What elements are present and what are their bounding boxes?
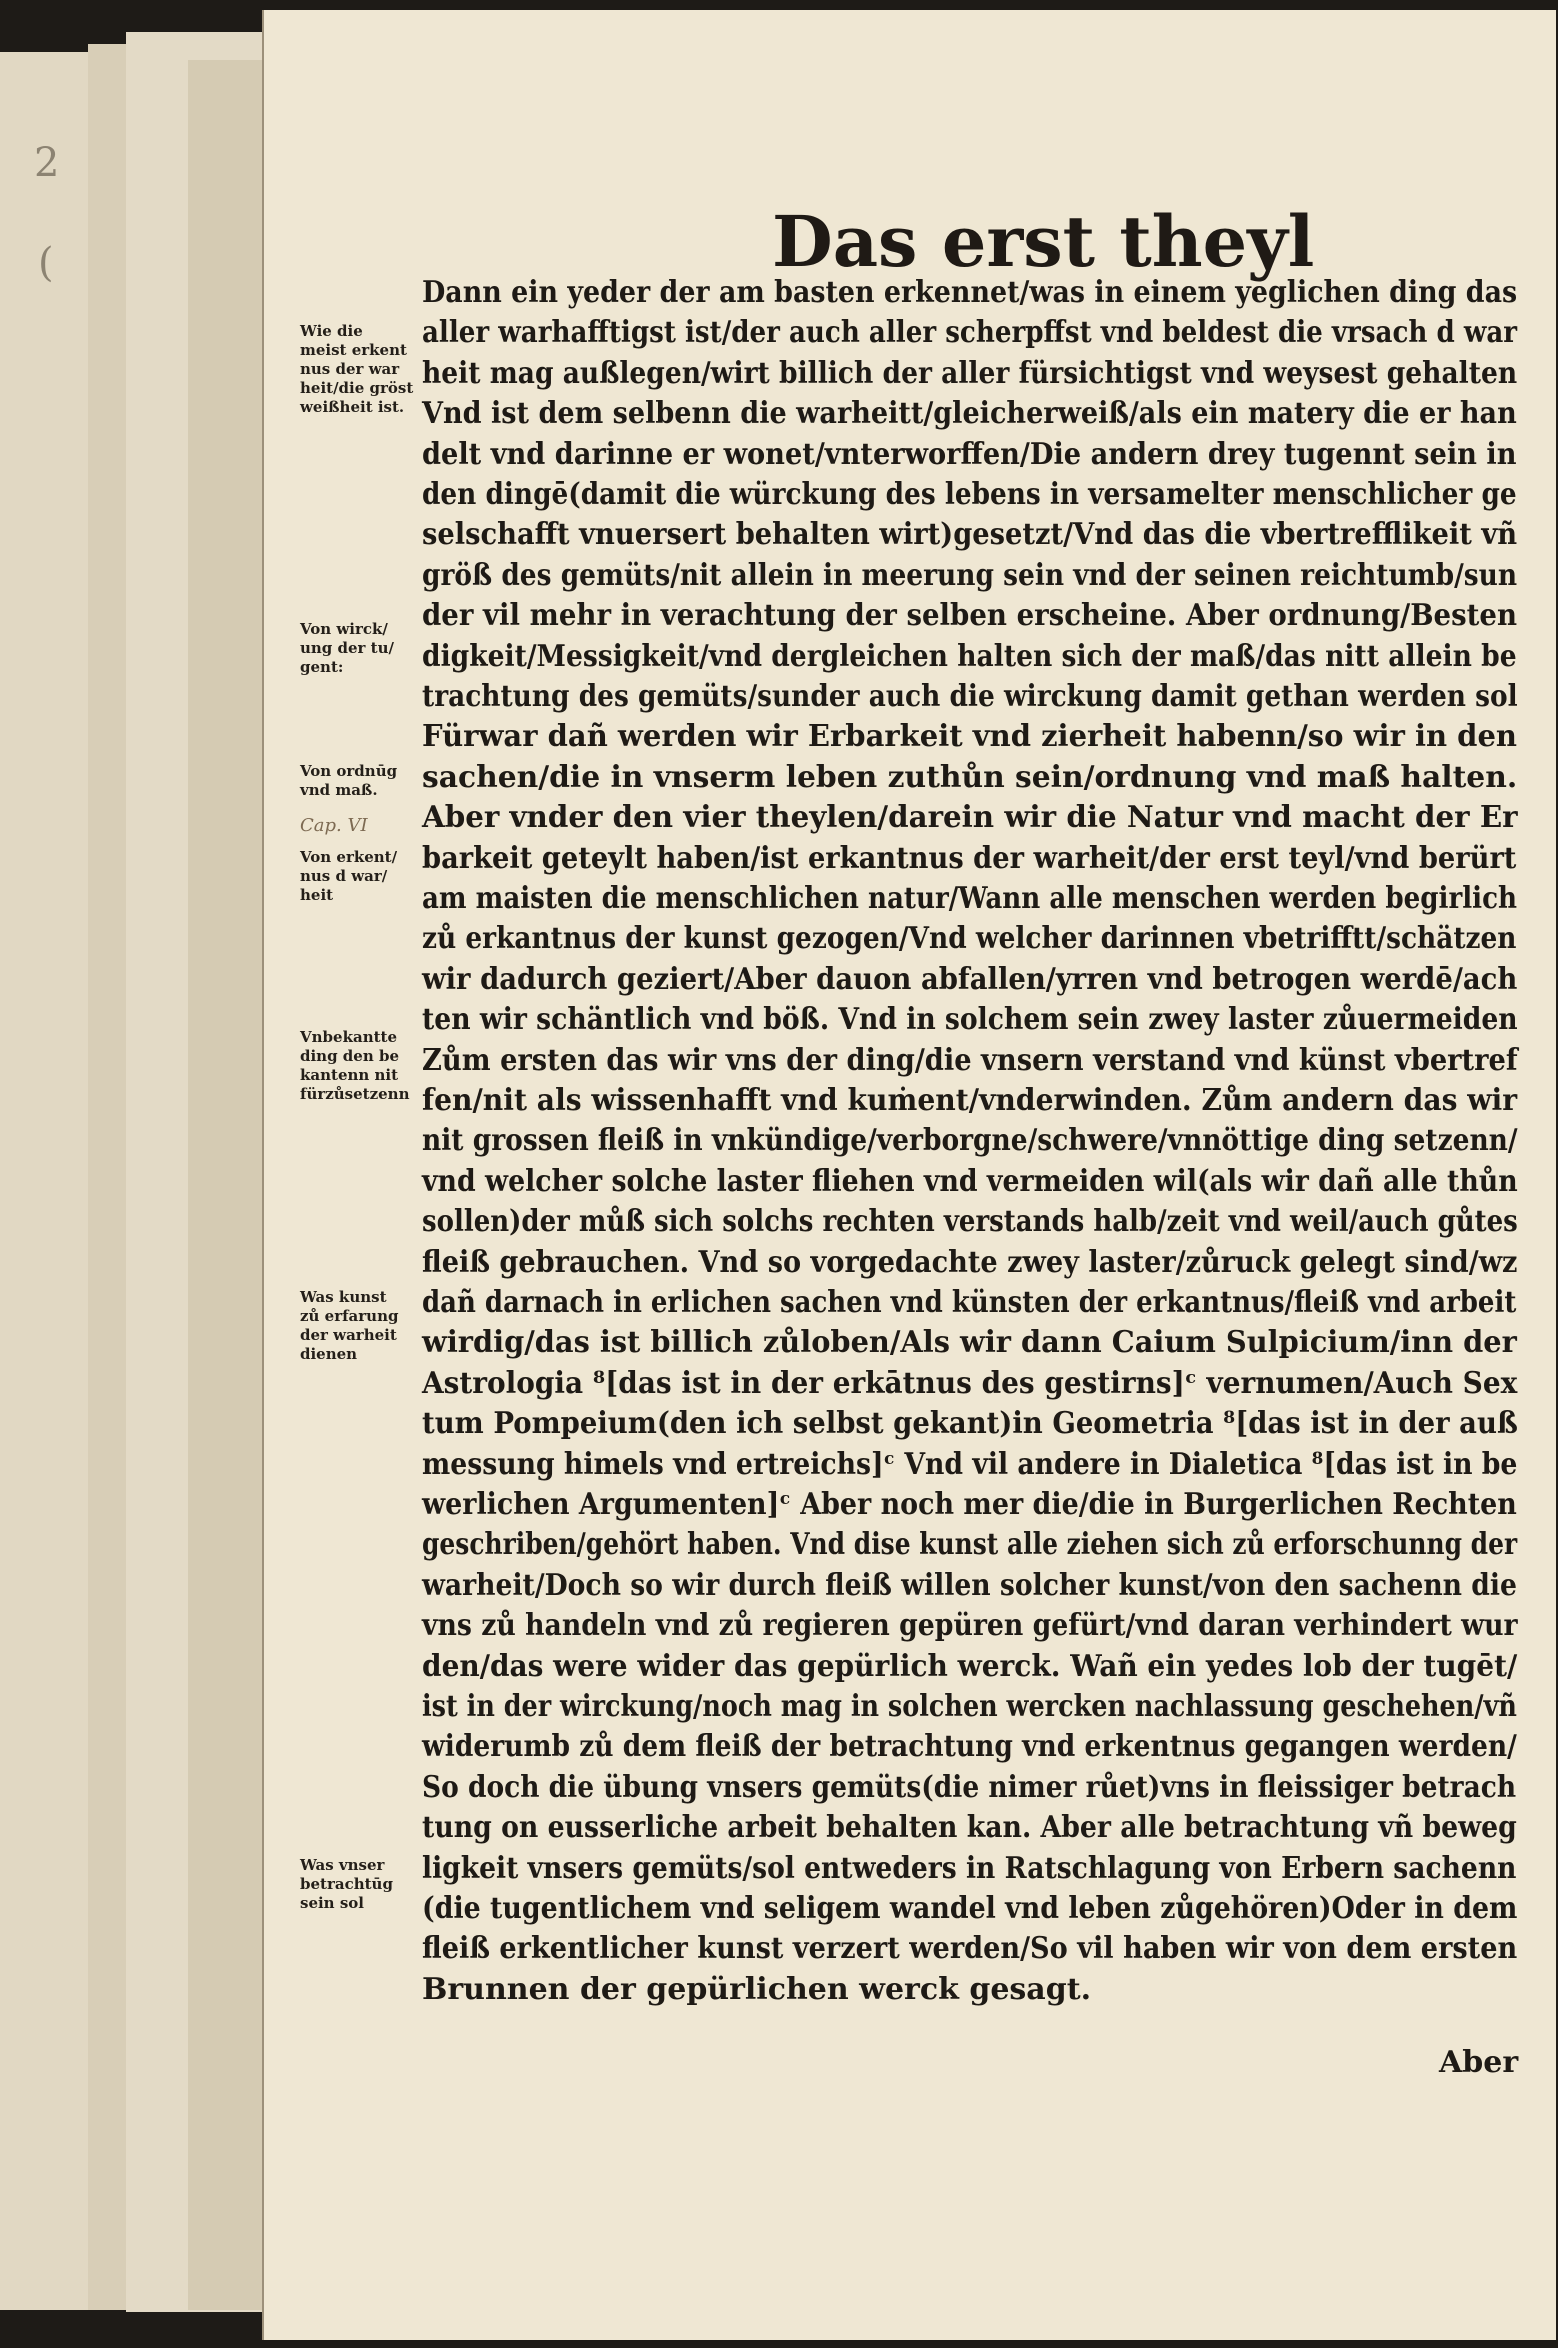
margin-note-line: Von erkent/ <box>300 848 398 866</box>
leaf-mark: 2 <box>34 140 60 186</box>
text-line: der vil mehr in verachtung der selben erscheine. Aber ordnung/Besten <box>422 598 1518 634</box>
text-line: (die tugentlichem vnd seligem wandel vnd leben zůgehören)Oder in dem <box>422 1891 1518 1926</box>
text-line: wir dadurch geziert/Aber dauon abfallen/yrren vnd betrogen werdē/ach <box>422 961 1518 997</box>
handwritten-note: Cap. VI <box>300 815 368 836</box>
text-line: widerumb zů dem fleiß der betrachtung vnd erkentnus gegangen werden/ <box>422 1729 1517 1765</box>
margin-note-line: heit <box>300 886 334 904</box>
text-line: selschafft vnuersert behalten wirt)gesetzt/Vnd das die vbertrefflikeit vñ <box>422 517 1518 553</box>
margin-note-line: zů erfarung <box>300 1307 399 1325</box>
margin-note-line: sein sol <box>300 1894 364 1912</box>
text-line: fleiß erkentlicher kunst verzert werden/So vil haben wir von dem ersten <box>422 1931 1518 1967</box>
margin-note-line: heit/die gröst <box>300 379 414 397</box>
margin-note-line: Von wirck/ <box>300 620 388 638</box>
margin-note-line: betrachtūg <box>300 1875 393 1893</box>
margin-note-line: ung der tu/ <box>300 639 394 657</box>
margin-note-line: Wie die <box>300 322 363 340</box>
text-line: messung himels vnd ertreichs]ᶜ Vnd vil andere in Dialetica ⁸[das ist in be <box>422 1446 1518 1482</box>
margin-note-line: weißheit ist. <box>300 398 405 416</box>
book-page <box>262 10 1556 2340</box>
margin-note-line: meist erkent <box>300 341 407 359</box>
text-line: Aber vnder den vier theylen/darein wir die Natur vnd macht der Er <box>422 800 1518 836</box>
margin-note-line: nus d war/ <box>300 867 388 885</box>
margin-note-line: der warheit <box>300 1326 397 1344</box>
margin-note <box>300 1856 430 1913</box>
text-line: fleiß gebrauchen. Vnd so vorgedachte zwey laster/zůruck gelegt sind/wz <box>422 1244 1518 1280</box>
text-line: digkeit/Messigkeit/vnd dergleichen halten sich der maß/das nitt allein be <box>422 638 1517 674</box>
text-line: zů erkantnus der kunst gezogen/Vnd welcher darinnen vbetrifftt/schätzen <box>422 921 1517 957</box>
margin-note-line: Was kunst <box>300 1288 387 1306</box>
margin-note-line: vnd maß. <box>300 781 378 799</box>
text-line: warheit/Doch so wir durch fleiß willen solcher kunst/von den sachenn die <box>422 1567 1517 1603</box>
margin-note <box>300 848 430 905</box>
text-line: tum Pompeium(den ich selbst gekant)in Geometria ⁸[das ist in der auß <box>422 1406 1518 1442</box>
text-line: Dann ein yeder der am basten erkennet/was in einem yeglichen ding das <box>422 275 1518 310</box>
margin-note-line: nus der war <box>300 360 400 378</box>
text-line: sachen/die in vnserm leben zuthůn sein/ordnung vnd maß halten. <box>422 759 1518 795</box>
text-line: ten wir schäntlich vnd böß. Vnd in solchem sein zwey laster zůuermeiden <box>422 1002 1518 1038</box>
text-line: vns zů handeln vnd zů regieren gepüren gefürt/vnd daran verhindert wur <box>422 1608 1518 1644</box>
margin-note-line: dienen <box>300 1345 358 1363</box>
text-line: aller warhafftigst ist/der auch aller scherpffst vnd beldest die vrsach d war <box>422 315 1518 351</box>
text-line: trachtung des gemüts/sunder auch die wirckung damit gethan werden sol <box>422 679 1518 714</box>
text-line: vnd welcher solche laster fliehen vnd vermeiden wil(als wir dañ alle thůn <box>422 1163 1518 1199</box>
text-line: werlichen Argumenten]ᶜ Aber noch mer die/die in Burgerlichen Rechten <box>422 1487 1517 1522</box>
text-line: ist in der wirckung/noch mag in solchen wercken nachlassung geschehen/vñ <box>422 1689 1517 1724</box>
margin-note-line: kantenn nit <box>300 1066 399 1084</box>
margin-note <box>300 322 430 417</box>
catchword: Aber <box>1439 2045 1519 2080</box>
text-line: dañ darnach in erlichen sachen vnd künsten der erkantnus/fleiß vnd arbeit <box>422 1285 1517 1320</box>
margin-note-line: fürzůsetzenn <box>300 1085 410 1103</box>
margin-note <box>300 620 430 677</box>
text-line: wirdig/das ist billich zůloben/Als wir dann Caium Sulpicium/inn der <box>422 1325 1517 1361</box>
text-line: barkeit geteylt haben/ist erkantnus der warheit/der erst teyl/vnd berürt <box>422 840 1517 876</box>
text-line: nit grossen fleiß in vnkündige/verborgne/schwere/vnnöttige ding setzenn/ <box>422 1123 1518 1159</box>
text-line: delt vnd darinne er wonet/vnterworffen/Die andern drey tugennt sein in <box>422 436 1517 472</box>
margin-note-line: gent: <box>300 658 344 676</box>
leaf-mark: ( <box>38 240 54 286</box>
text-line: geschriben/gehört haben. Vnd dise kunst alle ziehen sich zů erforschunng der <box>422 1527 1518 1563</box>
margin-note-line: Was vnser <box>300 1856 385 1874</box>
text-line: So doch die übung vnsers gemüts(die nimer růet)vns in fleissiger betrach <box>422 1769 1517 1805</box>
text-line: Astrologia ⁸[das ist in der erkātnus des gestirns]ᶜ vernumen/Auch Sex <box>422 1365 1518 1401</box>
text-line: Vnd ist dem selbenn die warheitt/gleicherweiß/als ein matery die er han <box>422 396 1517 432</box>
margin-note-line: Vnbekantte <box>300 1028 397 1046</box>
margin-note <box>300 762 430 800</box>
text-line: ligkeit vnsers gemüts/sol entweders in Ratschlagung von Erbern sachenn <box>422 1850 1517 1886</box>
text-line: den/das were wider das gepürlich werck. Wañ ein yedes lob der tugēt/ <box>422 1648 1518 1684</box>
running-head: Das erst theyl <box>772 200 1315 283</box>
text-line: heit mag außlegen/wirt billich der aller fürsichtigst vnd weysest gehalten <box>422 355 1518 391</box>
text-line: Zům ersten das wir vns der ding/die vnsern verstand vnd künst vbertref <box>422 1042 1518 1078</box>
text-line: den dingē(damit die würckung des lebens in versamelter menschlicher ge <box>422 477 1517 512</box>
margin-note-line: Von ordnūg <box>300 762 398 780</box>
margin-note <box>300 1028 430 1104</box>
text-line: Brunnen der gepürlichen werck gesagt. <box>422 1971 1092 2007</box>
text-line: fen/nit als wissenhafft vnd kuṁent/vnderwinden. Zům andern das wir <box>422 1083 1518 1118</box>
text-line: am maisten die menschlichen natur/Wann alle menschen werden begirlich <box>422 881 1517 916</box>
text-line: Fürwar dañ werden wir Erbarkeit vnd zierheit habenn/so wir in den <box>422 719 1518 755</box>
text-line: größ des gemüts/nit allein in meerung sein vnd der seinen reichtumb/sun <box>422 557 1518 593</box>
text-line: sollen)der můß sich solchs rechten verstands halb/zeit vnd weil/auch gůtes <box>422 1204 1518 1240</box>
margin-note <box>300 1288 430 1364</box>
text-line: tung on eusserliche arbeit behalten kan. Aber alle betrachtung vñ beweg <box>422 1810 1517 1846</box>
margin-note-line: ding den be <box>300 1047 399 1065</box>
